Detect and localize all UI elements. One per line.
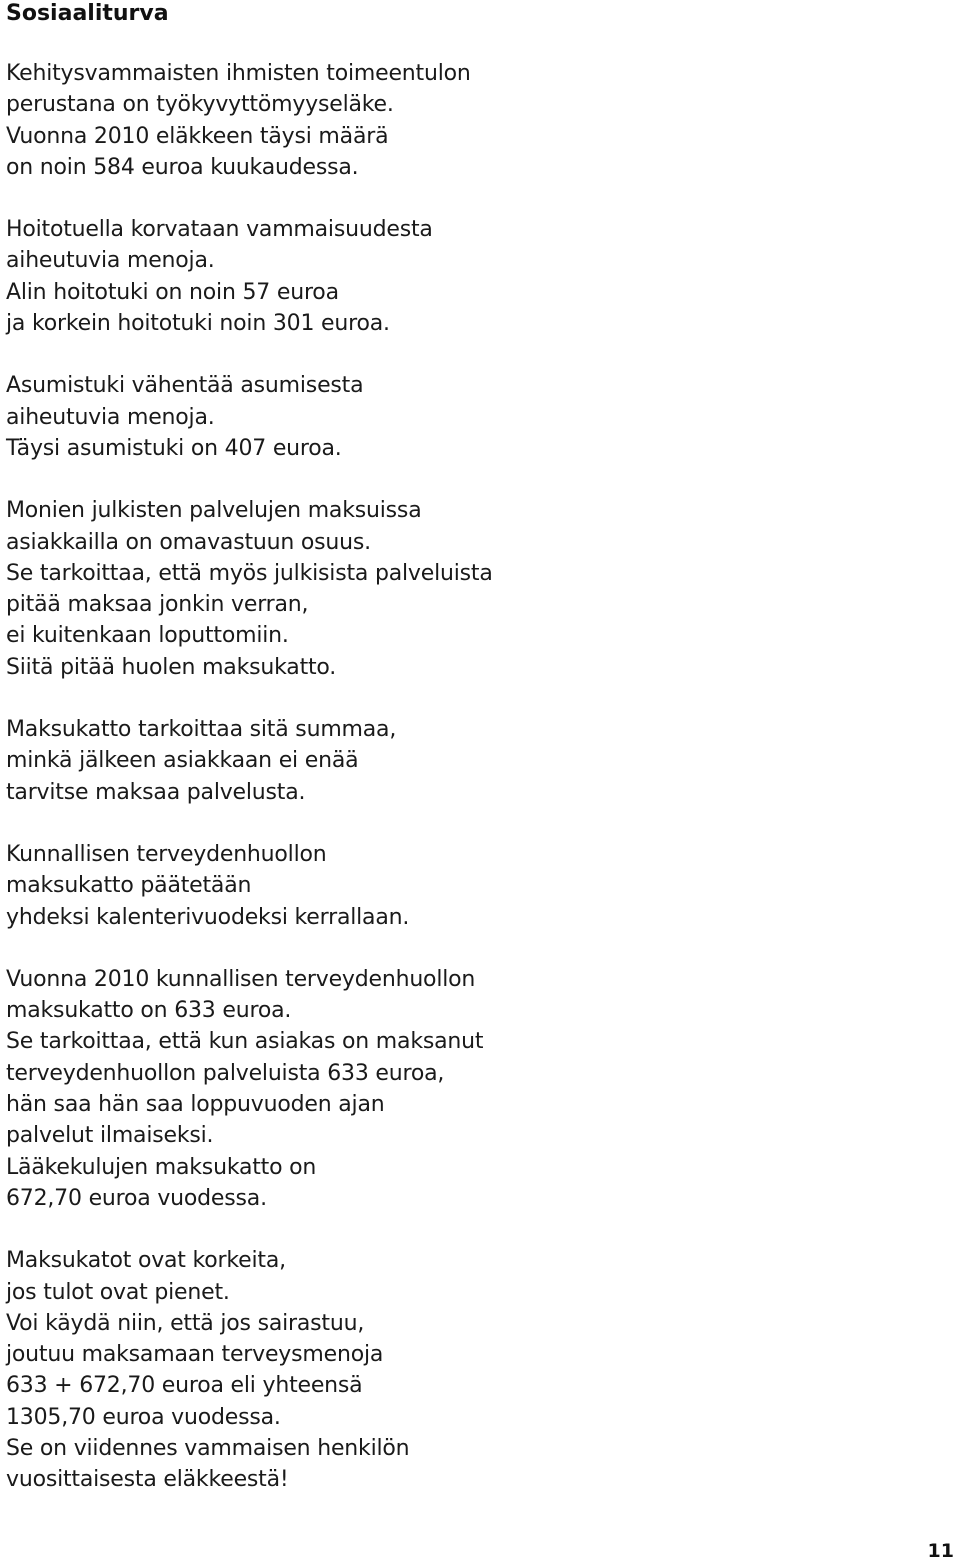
- text-line: perustana on työkyvyttömyyseläke.: [6, 92, 394, 118]
- text-line: tarvitse maksaa palvelusta.: [6, 779, 306, 805]
- text-line: terveydenhuollon palveluista 633 euroa,: [6, 1060, 445, 1086]
- text-line: Kunnallisen terveydenhuollon: [6, 841, 327, 867]
- text-line: ja korkein hoitotuki noin 301 euroa.: [6, 311, 390, 337]
- text-line: palvelut ilmaiseksi.: [6, 1123, 214, 1149]
- text-line: vuosittaisesta eläkkeestä!: [6, 1467, 289, 1493]
- text-line: maksukatto päätetään: [6, 873, 252, 899]
- text-line: Vuonna 2010 kunnallisen terveydenhuollon: [6, 966, 476, 992]
- text-line: ei kuitenkaan loputtomiin.: [6, 623, 289, 649]
- paragraph: [6, 495, 626, 683]
- text-line: maksukatto on 633 euroa.: [6, 998, 292, 1024]
- text-line: Asumistuki vähentää asumisesta: [6, 373, 364, 399]
- text-line: Siitä pitää huolen maksukatto.: [6, 654, 337, 680]
- paragraph: [6, 964, 626, 1214]
- text-line: 672,70 euroa vuodessa.: [6, 1185, 267, 1211]
- text-line: Täysi asumistuki on 407 euroa.: [6, 435, 342, 461]
- paragraph: [6, 1245, 626, 1495]
- text-line: Alin hoitotuki on noin 57 euroa: [6, 279, 339, 305]
- text-line: Voi käydä niin, että jos sairastuu,: [6, 1310, 365, 1336]
- paragraph: [6, 839, 626, 933]
- text-line: aiheutuvia menoja.: [6, 248, 215, 274]
- paragraph: [6, 370, 626, 464]
- text-line: Se tarkoittaa, että kun asiakas on maksanut: [6, 1029, 484, 1055]
- text-line: 633 + 672,70 euroa eli yhteensä: [6, 1373, 363, 1399]
- text-line: Hoitotuella korvataan vammaisuudesta: [6, 217, 433, 243]
- text-line: Maksukatto tarkoittaa sitä summaa,: [6, 717, 397, 743]
- text-line: Monien julkisten palvelujen maksuissa: [6, 498, 422, 524]
- text-line: Maksukatot ovat korkeita,: [6, 1248, 286, 1274]
- text-line: hän saa hän saa loppuvuoden ajan: [6, 1092, 385, 1118]
- page-number: 11: [927, 1540, 954, 1562]
- paragraph: [6, 58, 626, 183]
- text-line: joutuu maksamaan terveysmenoja: [6, 1342, 384, 1368]
- text-line: jos tulot ovat pienet.: [6, 1279, 230, 1305]
- body-text: [6, 58, 626, 1527]
- text-line: yhdeksi kalenterivuodeksi kerrallaan.: [6, 904, 410, 930]
- text-line: Kehitysvammaisten ihmisten toimeentulon: [6, 61, 471, 86]
- text-line: Se tarkoittaa, että myös julkisista palveluista: [6, 560, 493, 586]
- text-line: on noin 584 euroa kuukaudessa.: [6, 154, 359, 180]
- paragraph: [6, 714, 626, 808]
- text-line: 1305,70 euroa vuodessa.: [6, 1404, 281, 1430]
- text-line: pitää maksaa jonkin verran,: [6, 592, 309, 618]
- text-line: minkä jälkeen asiakkaan ei enää: [6, 748, 359, 774]
- text-line: aiheutuvia menoja.: [6, 404, 215, 430]
- paragraph: [6, 214, 626, 339]
- text-line: Se on viidennes vammaisen henkilön: [6, 1435, 410, 1461]
- text-line: asiakkailla on omavastuun osuus.: [6, 529, 371, 555]
- page-title: Sosiaaliturva: [6, 1, 169, 26]
- text-line: Vuonna 2010 eläkkeen täysi määrä: [6, 123, 389, 149]
- text-line: Lääkekulujen maksukatto on: [6, 1154, 317, 1180]
